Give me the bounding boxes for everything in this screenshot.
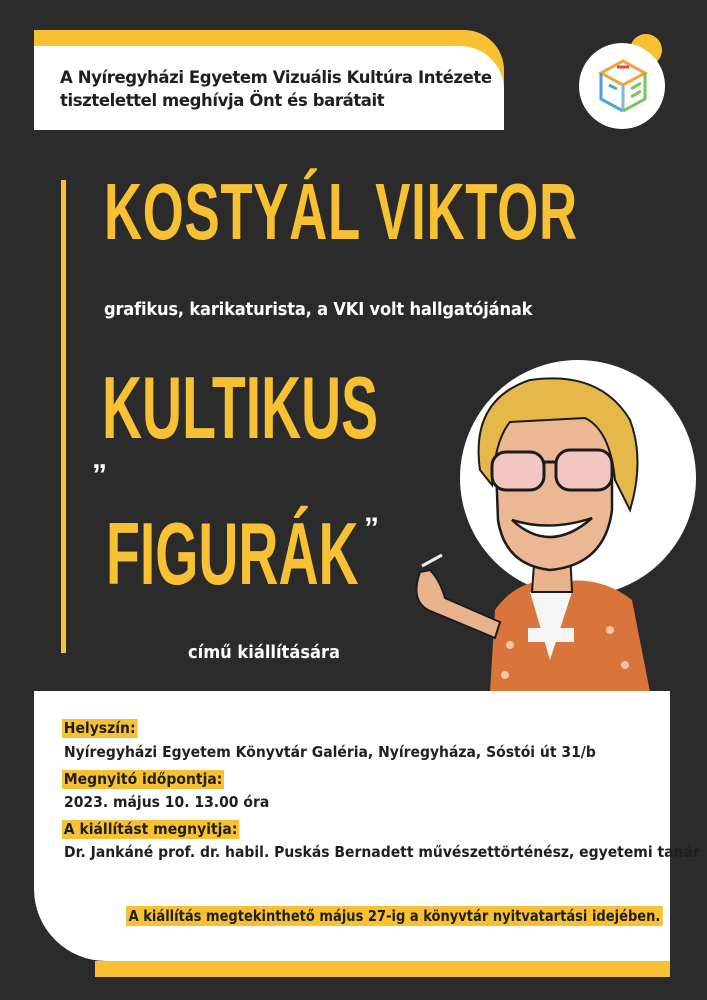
location-label: Helyszín: [63, 719, 136, 737]
bottom-accent-strip [95, 961, 670, 977]
institute-logo-icon [597, 55, 649, 115]
opener-label: A kiállítást megnyitja: [63, 820, 238, 838]
header-line-1: A Nyíregyházi Egyetem Vizuális Kultúra Intézete [60, 68, 492, 87]
exhibition-caption: című kiállítására [188, 643, 341, 663]
opener-value: Dr. Jankáné prof. dr. habil. Puskás Bernadett művészettörténész, egyetemi tanár [64, 843, 700, 861]
viewing-period-note: A kiállítás megtekinthető május 27-ig a könyvtár nyitvatartási idejében. [126, 906, 663, 926]
artist-name: KOSTYÁL VIKTOR [104, 167, 578, 256]
opening-quote: „ [92, 442, 107, 475]
closing-quote: ” [364, 512, 379, 545]
exhibition-title-line-1: KULTIKUS [102, 358, 379, 457]
location-value: Nyíregyházi Egyetem Könyvtár Galéria, Nyíregyháza, Sóstói út 31/b [64, 743, 596, 761]
exhibition-title-line-2: FIGURÁK [106, 504, 359, 603]
opening-time-value: 2023. május 10. 13.00 óra [64, 793, 270, 811]
caricature-illustration [400, 360, 700, 700]
opening-time-label: Megnyitó időpontja: [63, 770, 223, 788]
artist-subtitle: grafikus, karikaturista, a VKI volt hallgatójának [104, 300, 533, 320]
title-accent-line [61, 180, 66, 653]
header-line-2: tisztelettel meghívja Önt és barátait [60, 91, 385, 110]
invitation-header [60, 66, 490, 112]
